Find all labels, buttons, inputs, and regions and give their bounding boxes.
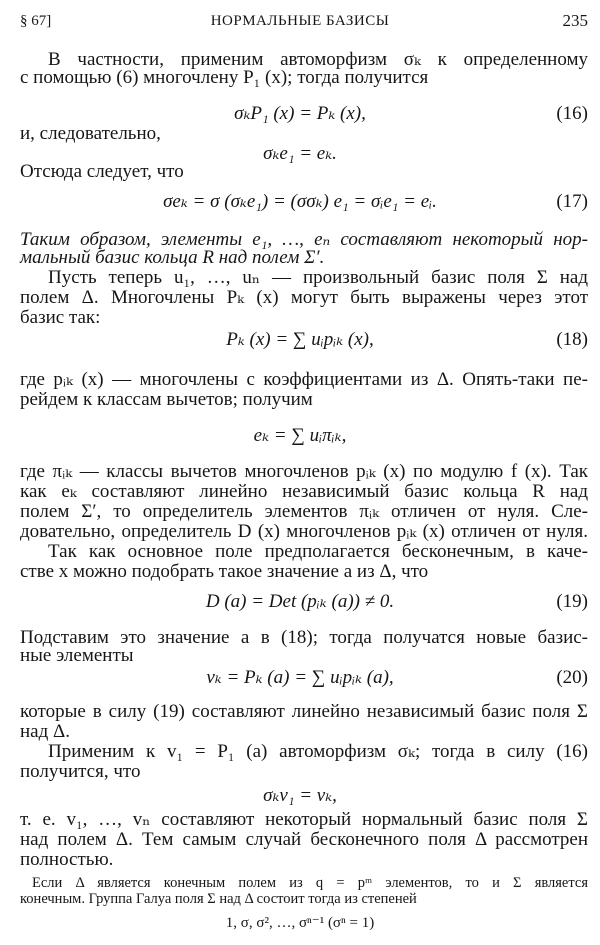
equation-19: D (a) = Det (pᵢₖ (a)) ≠ 0. (205, 591, 395, 612)
text-line: Применим к v₁ = P₁ (a) автоморфизм σₖ; тогда в силу (16) (48, 741, 588, 762)
text-line: над Δ. (20, 721, 70, 742)
equation: 1, σ, σ², …, σⁿ⁻¹ (σⁿ = 1) (225, 915, 375, 931)
text-line: полем Σ′, то определитель элементов πᵢₖ отличен от нуля. Сле- (20, 501, 588, 522)
text-line: полностью. (20, 849, 114, 870)
page-number: 235 (562, 11, 588, 30)
text-line: как eₖ составляют линейно независимый базис кольца R над (20, 481, 588, 502)
text-line: Пусть теперь u₁, …, uₙ — произвольный базис поля Σ над (48, 267, 588, 288)
small-text-line: Если Δ является конечным полем из q = pᵐ элементов, то и Σ является (32, 875, 588, 891)
equation-20: vₖ = Pₖ (a) = ∑ uᵢpᵢₖ (a), (206, 667, 394, 688)
text-line: В частности, применим автоморфизм σₖ к определенному (48, 49, 588, 70)
text-line: т. е. v₁, …, vₙ составляют некоторый нормальный базис поля Σ (20, 809, 588, 830)
text-line: ные элементы (20, 645, 134, 666)
equation: σₖe₁ = eₖ. (263, 143, 337, 164)
equation-number: (17) (556, 191, 588, 212)
text-line: где πᵢₖ — классы вычетов многочленов pᵢₖ (x) по модулю f (x). Так (20, 461, 588, 482)
equation-17: σeₖ = σ (σₖe₁) = (σσₖ) e₁ = σᵢe₁ = eᵢ. (163, 191, 437, 212)
text-line: над полем Δ. Тем самым случай бесконечного поля Δ рассмотрен (20, 829, 588, 850)
equation-number: (19) (556, 591, 588, 612)
text-line: которые в силу (19) составляют линейно независимый базис поля Σ (20, 701, 588, 722)
equation-number: (16) (556, 103, 588, 124)
text-line: стве x можно подобрать такое значение a из Δ, что (20, 561, 429, 582)
text-line: полем Δ. Многочлены Pₖ (x) могут быть выражены через этот (20, 287, 588, 308)
equation: σₖv₁ = vₖ, (263, 785, 337, 806)
text-line: с помощью (6) многочлену P₁ (x); тогда получится (20, 67, 429, 88)
equation-16: σₖP₁ (x) = Pₖ (x), (234, 103, 366, 124)
text-line: базис так: (20, 307, 101, 328)
small-text-line: конечным. Группа Галуа поля Σ над Δ состоит тогда из степеней (20, 891, 417, 907)
italic-text-line: мальный базис кольца R над полем Σ′. (20, 247, 325, 268)
text-line: Так как основное поле предполагается бесконечным, в каче- (48, 541, 588, 562)
equation-18: Pₖ (x) = ∑ uᵢpᵢₖ (x), (226, 329, 374, 350)
text-line: получится, что (20, 761, 141, 782)
text-line: Подставим это значение a в (18); тогда получатся новые базис- (20, 627, 588, 648)
text-line: где pᵢₖ (x) — многочлены с коэффициентами из Δ. Опять-таки пе- (20, 369, 588, 390)
equation: eₖ = ∑ uᵢπᵢₖ, (253, 425, 347, 446)
header-title: НОРМАЛЬНЫЕ БАЗИСЫ (210, 13, 390, 29)
header-section: § 67] (20, 13, 52, 29)
text-line: и, следовательно, (20, 123, 161, 144)
equation-number: (18) (556, 329, 588, 350)
text-line: рейдем к классам вычетов; получим (20, 389, 313, 410)
text-line: Отсюда следует, что (20, 161, 184, 182)
equation-number: (20) (556, 667, 588, 688)
text-line: довательно, определитель D (x) многочленов pᵢₖ (x) отличен от нуля. (20, 521, 588, 542)
italic-text-line: Таким образом, элементы e₁, …, eₙ составляют некоторый нор- (20, 229, 588, 250)
